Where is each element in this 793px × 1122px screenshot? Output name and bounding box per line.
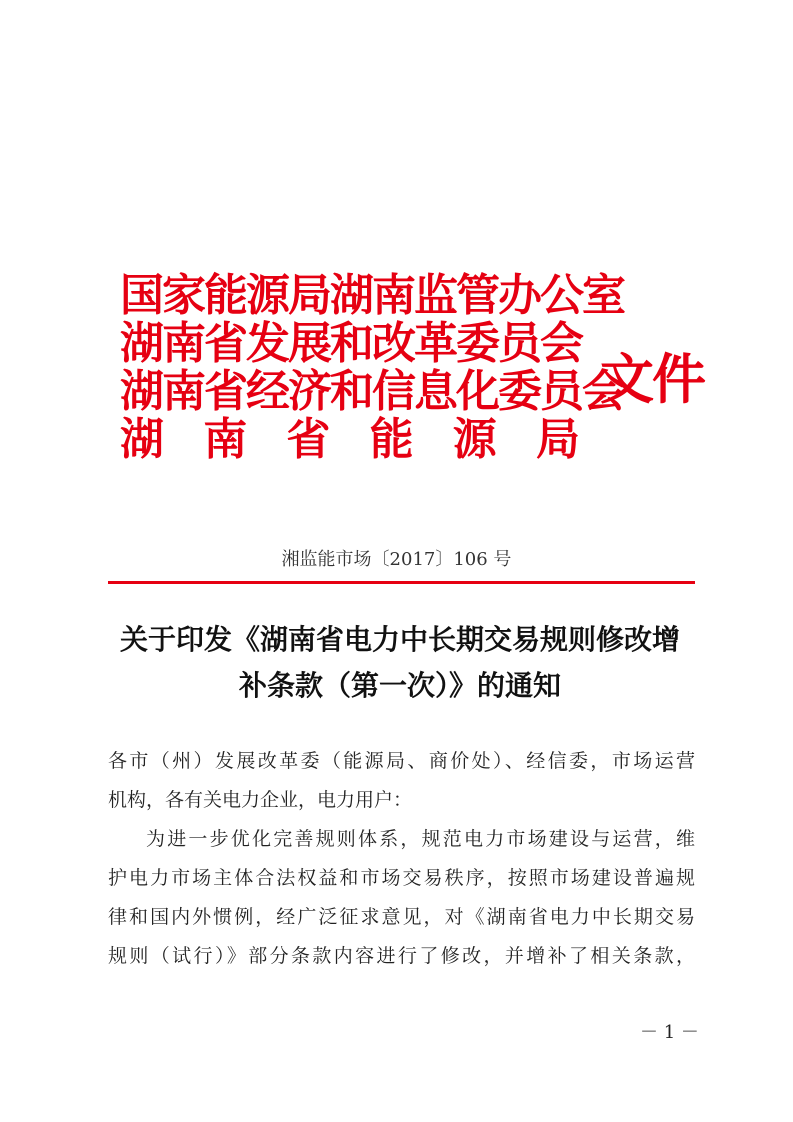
body-line: 律和国内外惯例，经广泛征求意见，对《湖南省电力中长期交易 — [108, 906, 695, 928]
document-title — [100, 617, 700, 709]
issuer-char: 源 — [452, 414, 497, 465]
title-line-2: 补条款（第一次）》的通知 — [238, 669, 561, 702]
body-line: 规则（试行）》部分条款内容进行了修改，并增补了相关条款， — [108, 945, 695, 967]
issuer-char: 省 — [286, 414, 331, 465]
issuer-energy-bureau-office: 国家能源局湖南监管办公室 — [120, 270, 624, 321]
issuer-char: 湖 — [120, 414, 164, 465]
body-line: 各市（州）发展改革委（能源局、商价处）、经信委，市场运营 — [108, 750, 695, 772]
document-number: 湘监能市场〔2017〕106 号 — [281, 549, 512, 570]
body-line: 为进一步优化完善规则体系，规范电力市场建设与运营，维 — [146, 828, 695, 850]
issuer-char: 局 — [535, 414, 580, 465]
issuer-char: 能 — [369, 414, 414, 465]
issuer-economy-informatization: 湖南省经济和信息化委员会 — [120, 366, 624, 417]
issuer-development-reform: 湖南省发展和改革委员会 — [120, 318, 582, 369]
title-line-1: 关于印发《湖南省电力中长期交易规则修改增 — [119, 623, 680, 656]
document-suffix: 文件 — [600, 348, 704, 411]
issuing-authorities — [120, 270, 624, 465]
page-number: － 1 － — [640, 1022, 699, 1043]
document-body — [108, 742, 695, 976]
issuer-char: 南 — [203, 414, 248, 465]
body-line: 护电力市场主体合法权益和市场交易秩序，按照市场建设普遍规 — [108, 867, 695, 889]
red-divider — [108, 581, 695, 584]
body-line: 机构，各有关电力企业，电力用户： — [108, 789, 413, 811]
issuer-energy-bureau — [120, 416, 580, 464]
